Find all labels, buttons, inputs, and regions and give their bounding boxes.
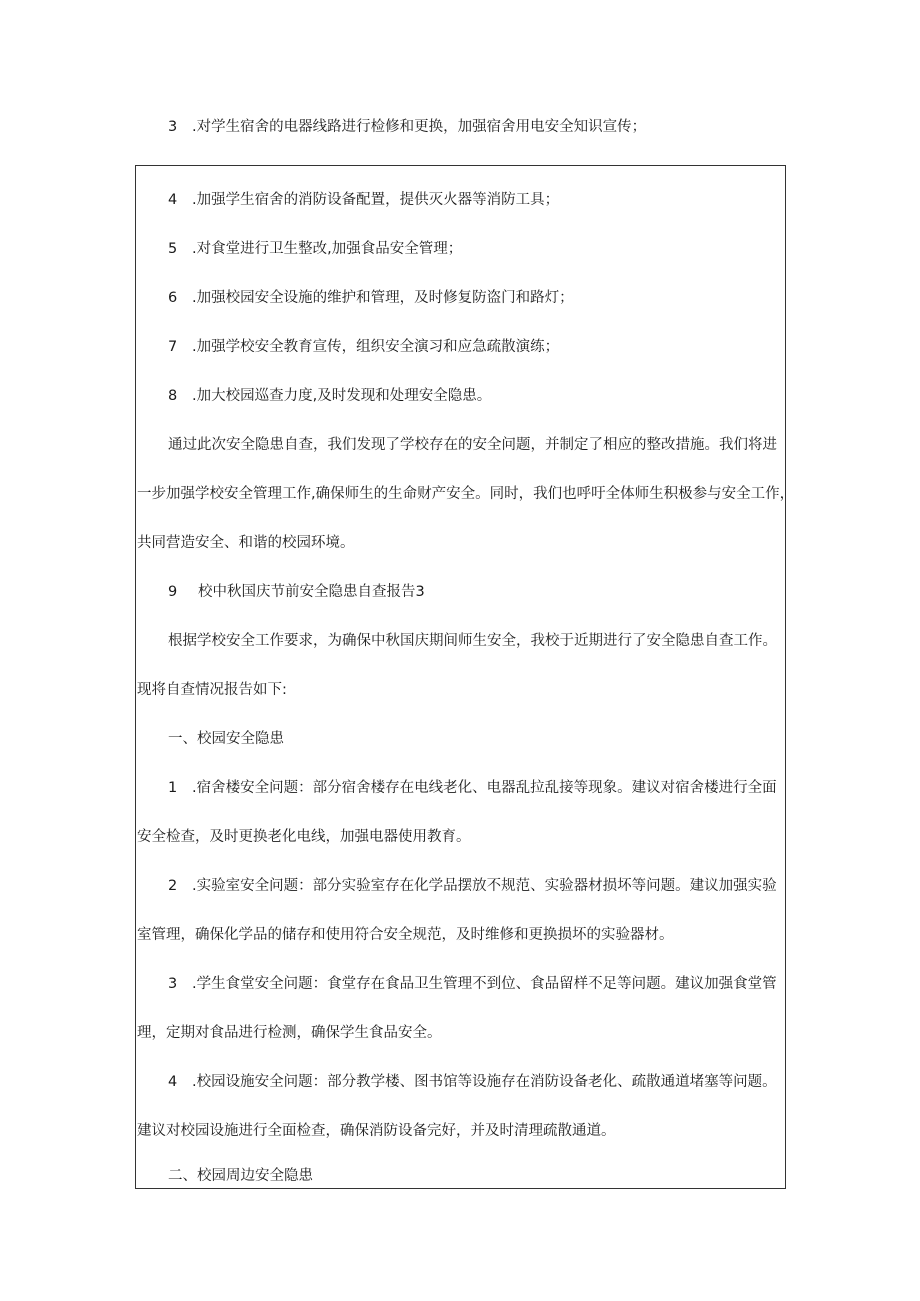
list-item [168,386,491,406]
item-text: .加强学校安全教育宣传，组织安全演习和应急疏散演练； [192,339,560,355]
list-item [168,778,777,798]
list-item [168,190,559,210]
item-number: 7 [168,339,178,355]
paragraph-line: 现将自查情况报告如下: [137,682,287,698]
item-number: 1 [168,780,178,796]
list-item [168,974,777,994]
item-number: 5 [168,241,178,257]
paragraph-line: 共同营造安全、和谐的校园环境。 [137,535,355,551]
item-text: .加大校园巡查力度,及时发现和处理安全隐患。 [192,388,492,404]
item-text: .对食堂进行卫生整改,加强食品安全管理； [192,241,463,257]
section-heading: 二、校园周边安全隐患 [168,1168,313,1184]
item-continuation: 安全检查，及时更换老化电线，加强电器使用教育。 [137,829,471,845]
item-number: 2 [168,878,178,894]
list-item [168,337,559,357]
list-item [168,876,777,896]
paragraph-line: 根据学校安全工作要求，为确保中秋国庆期间师生安全，我校于近期进行了安全隐患自查工作。 [168,633,777,649]
item-text: .加强学生宿舍的消防设备配置，提供灭火器等消防工具； [192,192,560,208]
item-continuation: 理，定期对食品进行检测，确保学生食品安全。 [137,1025,442,1041]
item-number: 4 [168,1074,178,1090]
paragraph-line: 一步加强学校安全管理工作,确保师生的生命财产安全。同时，我们也呼吁全体师生积极参与安全工作， [137,486,795,502]
item-text: .加强校园安全设施的维护和管理，及时修复防盗门和路灯； [192,290,574,306]
item-number: 6 [168,290,178,306]
item-number: 3 [168,976,178,992]
title-number: 9 [168,584,178,600]
title-text: 校中秋国庆节前安全隐患自查报告3 [198,584,425,600]
item-text: .实验室安全问题：部分实验室存在化学品摆放不规范、实验器材损坏等问题。建议加强实验 [192,878,777,894]
paragraph-line: 通过此次安全隐患自查，我们发现了学校存在的安全问题，并制定了相应的整改措施。我们将进 [168,437,777,453]
item-text: .宿舍楼安全问题：部分宿舍楼存在电线老化、电器乱拉乱接等现象。建议对宿舍楼进行全面 [192,780,777,796]
item-continuation: 室管理，确保化学品的储存和使用符合安全规范，及时维修和更换损坏的实验器材。 [137,927,674,943]
item-text: .学生食堂安全问题：食堂存在食品卫生管理不到位、食品留样不足等问题。建议加强食堂管 [192,976,777,992]
list-item [168,239,462,259]
item-number: 4 [168,192,178,208]
item-number: 8 [168,388,178,404]
item-text: .对学生宿舍的电器线路进行检修和更换，加强宿舍用电安全知识宣传； [192,119,647,135]
item-continuation: 建议对校园设施进行全面检查，确保消防设备完好，并及时清理疏散通道。 [137,1123,616,1139]
list-item [168,288,574,308]
list-item [168,117,646,137]
item-number: 3 [168,119,178,135]
report-title [168,582,425,602]
section-heading: 一、校园安全隐患 [168,731,284,747]
item-text: .校园设施安全问题：部分教学楼、图书馆等设施存在消防设备老化、疏散通道堵塞等问题。 [192,1074,777,1090]
list-item [168,1072,777,1092]
